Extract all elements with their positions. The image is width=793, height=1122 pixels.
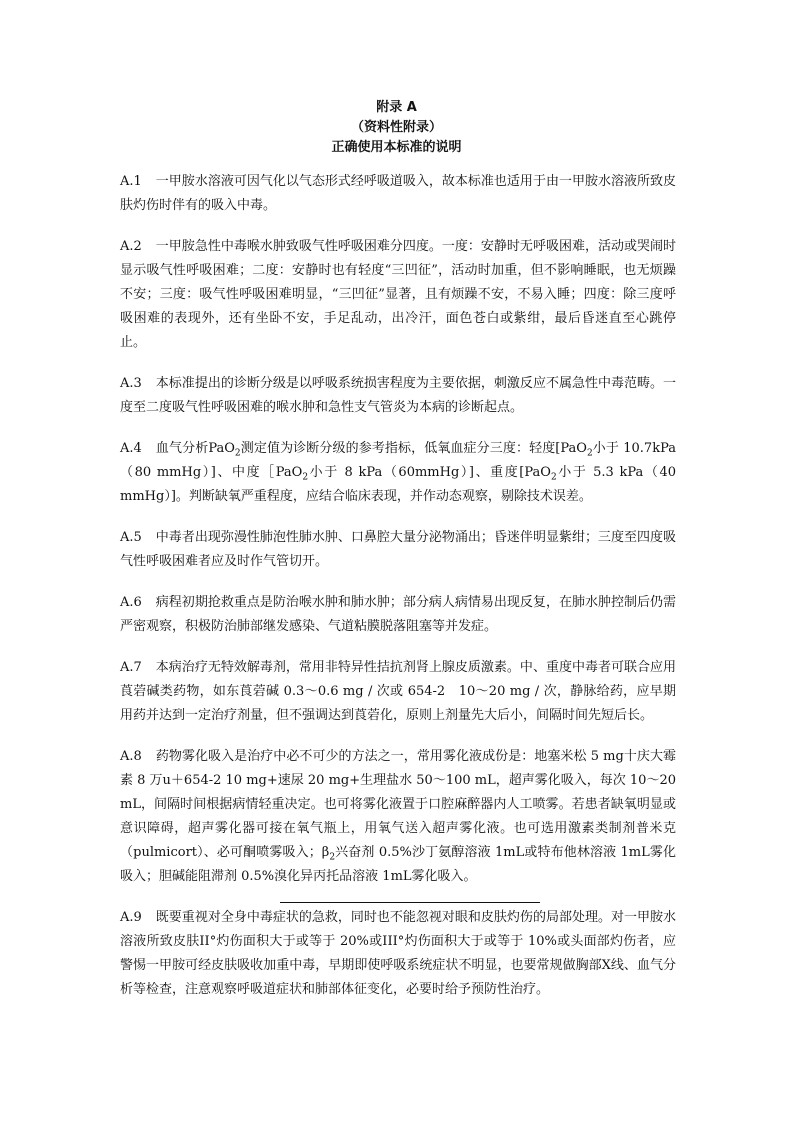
paragraph-text: 血气分析PaO bbox=[155, 441, 235, 456]
paragraph-a5 bbox=[120, 526, 676, 574]
paragraph-text: 本标准提出的诊断分级是以呼吸系统损害程度为主要依据，刺激反应不属急性中毒范畴。一度至二度吸气性呼吸困难的喉水肿和急性支气管炎为本病的诊断起点。 bbox=[120, 376, 676, 415]
paragraph-number: A.2 bbox=[120, 239, 142, 254]
appendix-heading: 正确使用本标准的说明 bbox=[331, 140, 462, 155]
paragraph-a3 bbox=[120, 372, 676, 420]
paragraph-a1 bbox=[120, 170, 676, 218]
paragraph-text: 兴奋剂 0.5%沙丁氨醇溶液 1mL或特布他林溶液 1mL雾化吸入；胆碱能阻滞剂 0.5%溴化异丙托品溶液 1mL雾化吸入。 bbox=[120, 845, 676, 884]
subscript: 2 bbox=[302, 472, 309, 483]
subscript: 2 bbox=[550, 472, 557, 483]
paragraph-number: A.3 bbox=[120, 376, 142, 391]
paragraph-a2 bbox=[120, 235, 676, 355]
paragraph-number: A.9 bbox=[120, 910, 142, 925]
paragraph-number: A.4 bbox=[120, 441, 142, 456]
document-body bbox=[120, 170, 676, 1019]
paragraph-number: A.6 bbox=[120, 595, 142, 610]
paragraph-text: 本病治疗无特效解毒剂，常用非特异性拮抗剂肾上腺皮质激素。中、重度中毒者可联合应用莨菪碱类药物，如东莨菪碱 0.3～0.6 mg / 次或 654-2 10～20 mg / 次，静脉给药，应早期用药并达到一定治疗剂量，但不强调达到莨菪化，原则上剂量先大后小，间隔时间先短后长。 bbox=[120, 660, 676, 723]
paragraph-text: 病程初期抢救重点是防治喉水肿和肺水肿；部分病人病情易出现反复，在肺水肿控制后仍需严密观察，积极防治肺部继发感染、气道粘膜脱落阻塞等并发症。 bbox=[120, 595, 676, 634]
paragraph-text: 测定值为诊断分级的参考指标，低氧血症分三度：轻度[PaO bbox=[240, 441, 587, 456]
paragraph-text: 药物雾化吸入是治疗中必不可少的方法之一，常用雾化液成份是：地塞米松 5 mg十庆大霉素 8 万u＋654-2 10 mg+速尿 20 mg+生理盐水 50～100 mL，超声雾化吸入，每次 10～20 mL，间隔时间根据病情轻重决定。也可将雾化液置于口腔麻醉器内人工喷雾。若患者缺氧明显或意识障碍，超声雾化器可接在氧气瓶上，用氧气送入超声雾化液。也可选用激素类制剂普米克（pulmicort）、必可酮喷雾吸入；β bbox=[120, 749, 676, 860]
subscript: 2 bbox=[234, 448, 241, 459]
paragraph-a7 bbox=[120, 656, 676, 728]
paragraph-text: 小于 10.7kPa（80 mmHg）]、中度［PaO bbox=[120, 441, 676, 480]
appendix-subtitle: （资料性附录） bbox=[350, 120, 442, 135]
paragraph-number: A.7 bbox=[120, 660, 142, 675]
paragraph-a4 bbox=[120, 437, 676, 509]
appendix-title: 附录 A bbox=[376, 100, 417, 115]
paragraph-text: 小于 8 kPa（60mmHg）]、重度[PaO bbox=[308, 465, 551, 480]
paragraph-text: 一甲胺水溶液可因气化以气态形式经呼吸道吸入，故本标准也适用于由一甲胺水溶液所致皮肤灼伤时伴有的吸入中毒。 bbox=[120, 174, 676, 213]
paragraph-number: A.8 bbox=[120, 749, 142, 764]
paragraph-text: 既要重视对全身中毒症状的急救，同时也不能忽视对眼和皮肤灼伤的局部处理。对一甲胺水溶液所致皮肤II°灼伤面积大于或等于 20%或III°灼伤面积大于或等于 10%或头面部灼伤者，应警惕一甲胺可经皮肤吸收加重中毒，早期即使呼吸系统症状不明显，也要常规做胸部X线、血气分析等检查，注意观察呼吸道症状和肺部体征变化，必要时给予预防性治疗。 bbox=[120, 910, 676, 997]
subscript: 2 bbox=[586, 448, 593, 459]
paragraph-text: 一甲胺急性中毒喉水肿致吸气性呼吸困难分四度。一度：安静时无呼吸困难，活动或哭闹时显示吸气性呼吸困难；二度：安静时也有轻度“三凹征”，活动时加重，但不影响睡眠，也无烦躁不安；三度：吸气性呼吸困难明显，“三凹征”显著，且有烦躁不安，不易入睡；四度：除三度呼吸困难的表现外，还有坐卧不安，手足乱动，出冷汗，面色苍白或紫绀，最后昏迷直至心跳停止。 bbox=[120, 239, 676, 350]
paragraph-a8 bbox=[120, 745, 676, 889]
paragraph-a6 bbox=[120, 591, 676, 639]
paragraph-number: A.5 bbox=[120, 530, 142, 545]
paragraph-text: 小于 5.3 kPa（40 mmHg）]。判断缺氧严重程度，应结合临床表现，并作动态观察，剔除技术误差。 bbox=[120, 465, 676, 504]
end-rule bbox=[280, 902, 540, 903]
subscript: 2 bbox=[329, 852, 336, 863]
paragraph-text: 中毒者出现弥漫性肺泡性肺水肿、口鼻腔大量分泌物涌出；昏迷伴明显紫绀；三度至四度吸气性呼吸困难者应及时作气管切开。 bbox=[120, 530, 676, 569]
paragraph-number: A.1 bbox=[120, 174, 142, 189]
paragraph-a9 bbox=[120, 906, 676, 1002]
